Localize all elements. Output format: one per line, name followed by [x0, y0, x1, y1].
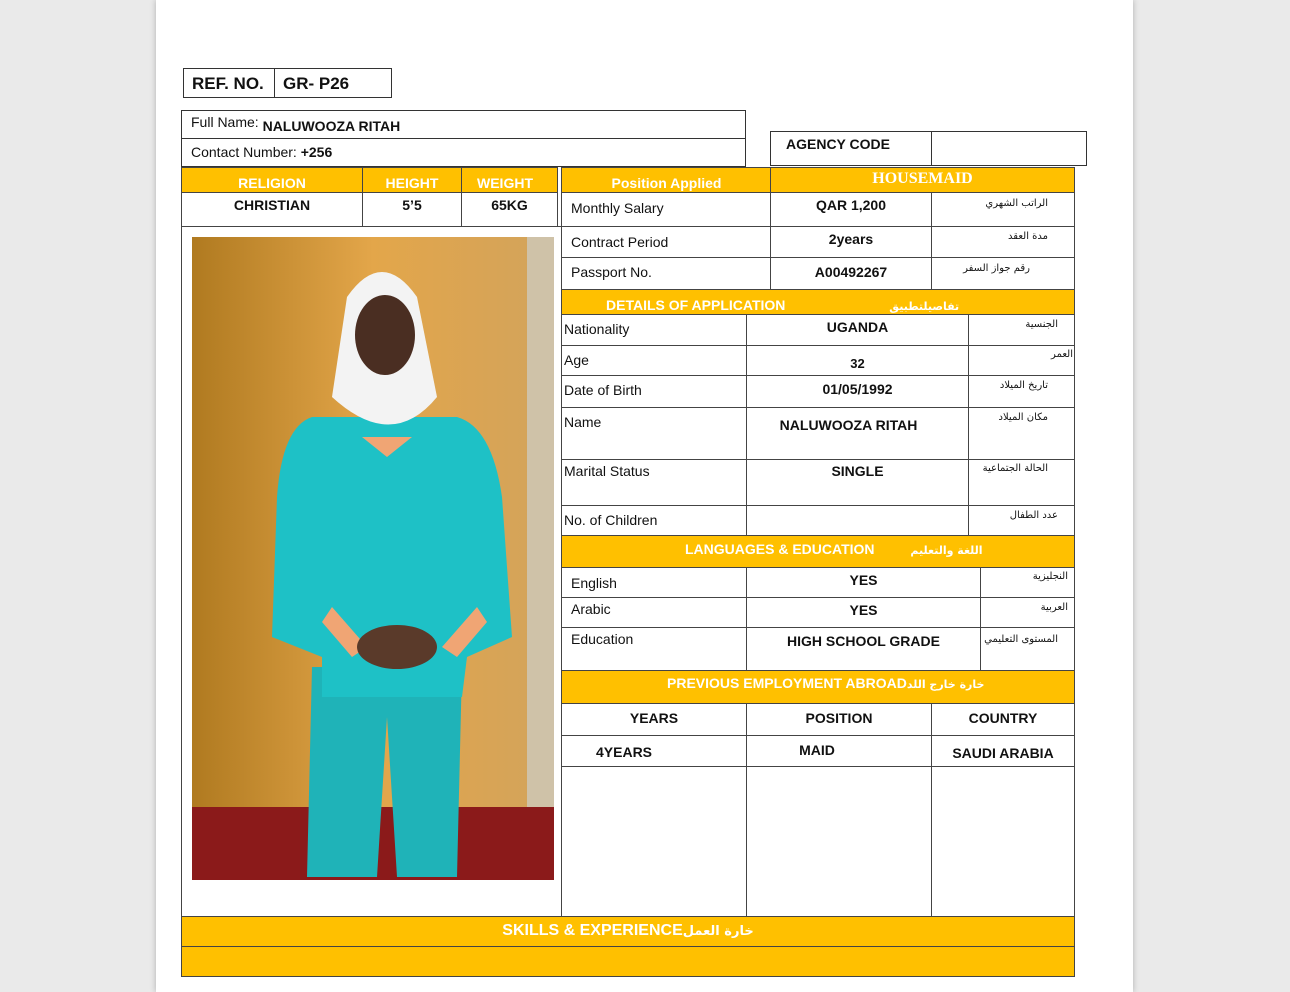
details-label-age: Age [561, 345, 747, 376]
details-ar-children: عدد الطفال [968, 505, 1075, 536]
employment-header [561, 670, 1075, 704]
employment-empty-3 [931, 766, 1075, 917]
job-value-contract: 2years [770, 226, 932, 258]
candidate-photo [192, 237, 554, 880]
details-title: DETAILS OF APPLICATION [606, 297, 786, 313]
employment-years: 4YEARS [561, 735, 747, 767]
employment-title: PREVIOUS EMPLOYMENT ABROAD [667, 675, 907, 691]
employment-title-ar: خارة خارج اللد [906, 678, 985, 691]
employment-empty-1 [561, 766, 747, 917]
agency-code-value [931, 131, 1087, 166]
job-ar-passport: رقم جواز السفر [931, 257, 1075, 290]
languages-title: LANGUAGES & EDUCATION [685, 541, 875, 557]
lang-label-education: Education [561, 627, 747, 671]
job-label-salary: Monthly Salary [561, 192, 772, 227]
lang-ar-arabic: العربية [980, 597, 1075, 628]
ref-value: GR- P26 [274, 68, 392, 98]
full-name-value: NALUWOOZA RITAH [262, 118, 401, 134]
employment-col-years: YEARS [561, 703, 747, 736]
details-ar-nationality: الجنسية [968, 314, 1075, 346]
details-label-dob: Date of Birth [561, 375, 747, 408]
skills-title-ar: خارة العمل [682, 924, 754, 939]
position-applied-header: Position Applied [561, 167, 772, 193]
skills-content [181, 946, 1075, 977]
details-label-children: No. of Children [561, 505, 747, 536]
religion-value: CHRISTIAN [181, 192, 363, 227]
skills-header [181, 916, 1075, 947]
skills-title: SKILLS & EXPERIENCE [502, 922, 683, 939]
details-ar-name: مكان الميلاد [968, 407, 1075, 460]
lang-value-arabic: YES [746, 597, 981, 628]
job-label-passport: Passport No. [561, 257, 772, 290]
details-ar-age: العمر [968, 345, 1075, 376]
employment-position: MAID [746, 735, 932, 767]
details-title-ar: تفاصيلتطبيق [889, 300, 960, 313]
job-ar-contract: مدة العقد [931, 226, 1075, 258]
details-label-marital: Marital Status [561, 459, 747, 506]
details-value-dob: 01/05/1992 [746, 375, 969, 408]
ref-label: REF. NO. [183, 68, 275, 98]
weight-header: WEIGHT [461, 167, 558, 193]
contact-value: +256 [300, 144, 333, 160]
height-value: 5’5 [362, 192, 462, 227]
height-header: HEIGHT [362, 167, 462, 193]
details-label-nationality: Nationality [561, 314, 747, 346]
employment-empty-2 [746, 766, 932, 917]
candidate-photo-image [192, 237, 554, 880]
weight-value: 65KG [461, 192, 558, 227]
agency-code-label: AGENCY CODE [770, 131, 932, 166]
details-ar-dob: تاريخ الميلاد [968, 375, 1075, 408]
contact-row [181, 138, 746, 167]
languages-title-ar: اللغة والتعليم [910, 544, 983, 557]
religion-header: RELIGION [181, 167, 363, 193]
details-header [561, 289, 1075, 315]
job-label-contract: Contract Period [561, 226, 772, 258]
details-value-marital: SINGLE [746, 459, 969, 506]
lang-ar-education: المستوى التعليمي [980, 627, 1075, 671]
job-value-salary: QAR 1,200 [770, 192, 932, 227]
details-value-children [746, 505, 969, 536]
job-ar-salary: الراتب الشهري [931, 192, 1075, 227]
position-value: HOUSEMAID [770, 167, 1075, 193]
details-label-name: Name [561, 407, 747, 460]
details-ar-marital: الحالة الجتماعية [968, 459, 1075, 506]
lang-label-english: English [561, 567, 747, 598]
employment-col-country: COUNTRY [931, 703, 1075, 736]
full-name-label: Full Name: [191, 114, 259, 130]
job-value-passport: A00492267 [770, 257, 932, 290]
full-name-row [181, 110, 746, 139]
details-value-nationality: UGANDA [746, 314, 969, 346]
employment-col-position: POSITION [746, 703, 932, 736]
details-value-age: 32 [746, 345, 969, 376]
contact-label: Contact Number: [191, 144, 297, 160]
lang-label-arabic: Arabic [561, 597, 747, 628]
document-page [156, 0, 1133, 992]
employment-country: SAUDI ARABIA [931, 735, 1075, 767]
lang-value-education: HIGH SCHOOL GRADE [746, 627, 981, 671]
languages-header [561, 535, 1075, 568]
lang-value-english: YES [746, 567, 981, 598]
lang-ar-english: النجليزية [980, 567, 1075, 598]
details-value-name: NALUWOOZA RITAH [746, 407, 969, 460]
